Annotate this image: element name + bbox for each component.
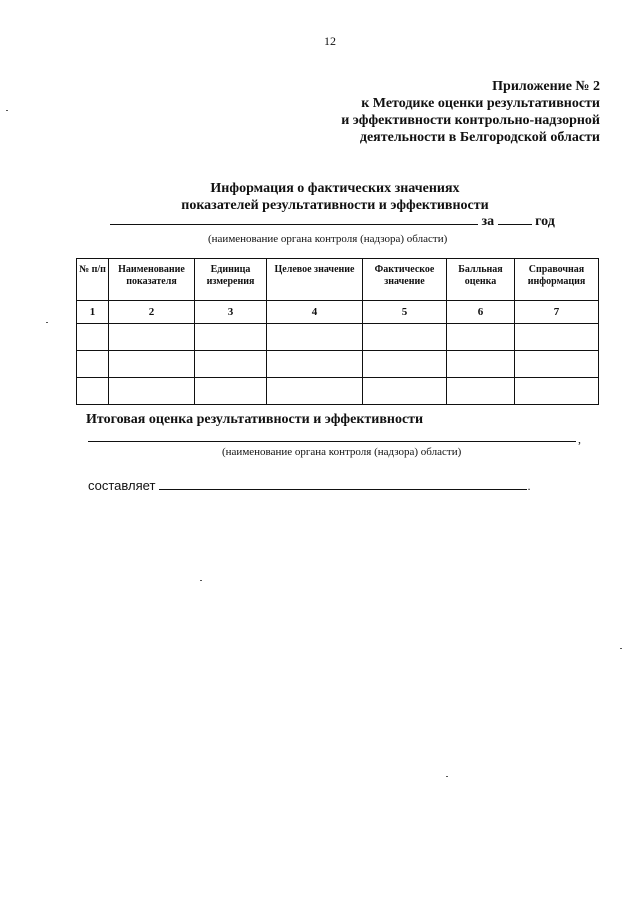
column-header: № п/п <box>77 259 109 301</box>
scan-speck <box>200 580 202 581</box>
result-label: составляет <box>88 478 156 493</box>
table-header-row <box>77 259 599 301</box>
org-caption: (наименование органа контроля (надзора) области) <box>208 233 448 245</box>
table-cell[interactable] <box>447 324 515 351</box>
table-cell[interactable] <box>363 324 447 351</box>
period-prefix: за <box>481 214 495 229</box>
table-cell[interactable] <box>77 378 109 405</box>
year-blank[interactable] <box>498 224 532 225</box>
table-cell[interactable] <box>77 351 109 378</box>
summary-org-caption: (наименование органа контроля (надзора) области) <box>222 446 462 458</box>
table-cell[interactable] <box>109 324 195 351</box>
table-row <box>77 351 599 378</box>
table-cell[interactable] <box>267 351 363 378</box>
form-title-line: Информация о фактических значениях <box>210 181 460 196</box>
scan-speck <box>446 776 448 777</box>
table-cell[interactable] <box>447 351 515 378</box>
table-cell[interactable] <box>363 351 447 378</box>
column-number: 7 <box>515 301 599 324</box>
table-cell[interactable] <box>447 378 515 405</box>
indicators-table <box>76 258 599 405</box>
appendix-line: к Методике оценки результативности <box>361 96 600 111</box>
table-cell[interactable] <box>515 351 599 378</box>
table-cell[interactable] <box>267 378 363 405</box>
table-cell[interactable] <box>77 324 109 351</box>
table-row <box>77 324 599 351</box>
column-header: Справочная информация <box>515 259 599 301</box>
org-name-blank[interactable] <box>110 224 478 225</box>
column-number: 6 <box>447 301 515 324</box>
column-header: Наименование показателя <box>109 259 195 301</box>
appendix-line: и эффективности контрольно-надзорной <box>341 113 600 128</box>
period-suffix: год <box>535 214 555 229</box>
summary-org-blank[interactable] <box>88 441 576 442</box>
table-cell[interactable] <box>195 378 267 405</box>
result-end: . <box>527 479 531 493</box>
summary-title: Итоговая оценка результативности и эффективности <box>86 412 424 427</box>
table-cell[interactable] <box>195 324 267 351</box>
summary-comma: , <box>578 432 581 446</box>
column-number: 5 <box>363 301 447 324</box>
column-header: Фактическое значение <box>363 259 447 301</box>
table-cell[interactable] <box>109 378 195 405</box>
column-number: 4 <box>267 301 363 324</box>
table-cell[interactable] <box>515 378 599 405</box>
appendix-heading <box>260 78 600 146</box>
table-cell[interactable] <box>363 378 447 405</box>
column-header: Целевое значение <box>267 259 363 301</box>
column-number: 1 <box>77 301 109 324</box>
table-row <box>77 378 599 405</box>
column-header: Балльная оценка <box>447 259 515 301</box>
column-header: Единица измерения <box>195 259 267 301</box>
table-cell[interactable] <box>109 351 195 378</box>
table-cell[interactable] <box>267 324 363 351</box>
table-cell[interactable] <box>515 324 599 351</box>
page-number: 12 <box>324 34 336 48</box>
scan-speck <box>46 322 48 323</box>
table-cell[interactable] <box>195 351 267 378</box>
column-number-row <box>77 301 599 324</box>
result-blank[interactable] <box>159 479 527 490</box>
form-title-line: показателей результативности и эффективности <box>181 198 489 213</box>
appendix-line: деятельности в Белгородской области <box>359 130 600 145</box>
period-line <box>110 214 555 230</box>
appendix-line: Приложение № 2 <box>492 79 600 94</box>
column-number: 2 <box>109 301 195 324</box>
column-number: 3 <box>195 301 267 324</box>
scan-speck <box>620 648 622 649</box>
result-row <box>88 478 531 493</box>
form-title <box>110 180 560 214</box>
scan-speck <box>6 110 8 111</box>
